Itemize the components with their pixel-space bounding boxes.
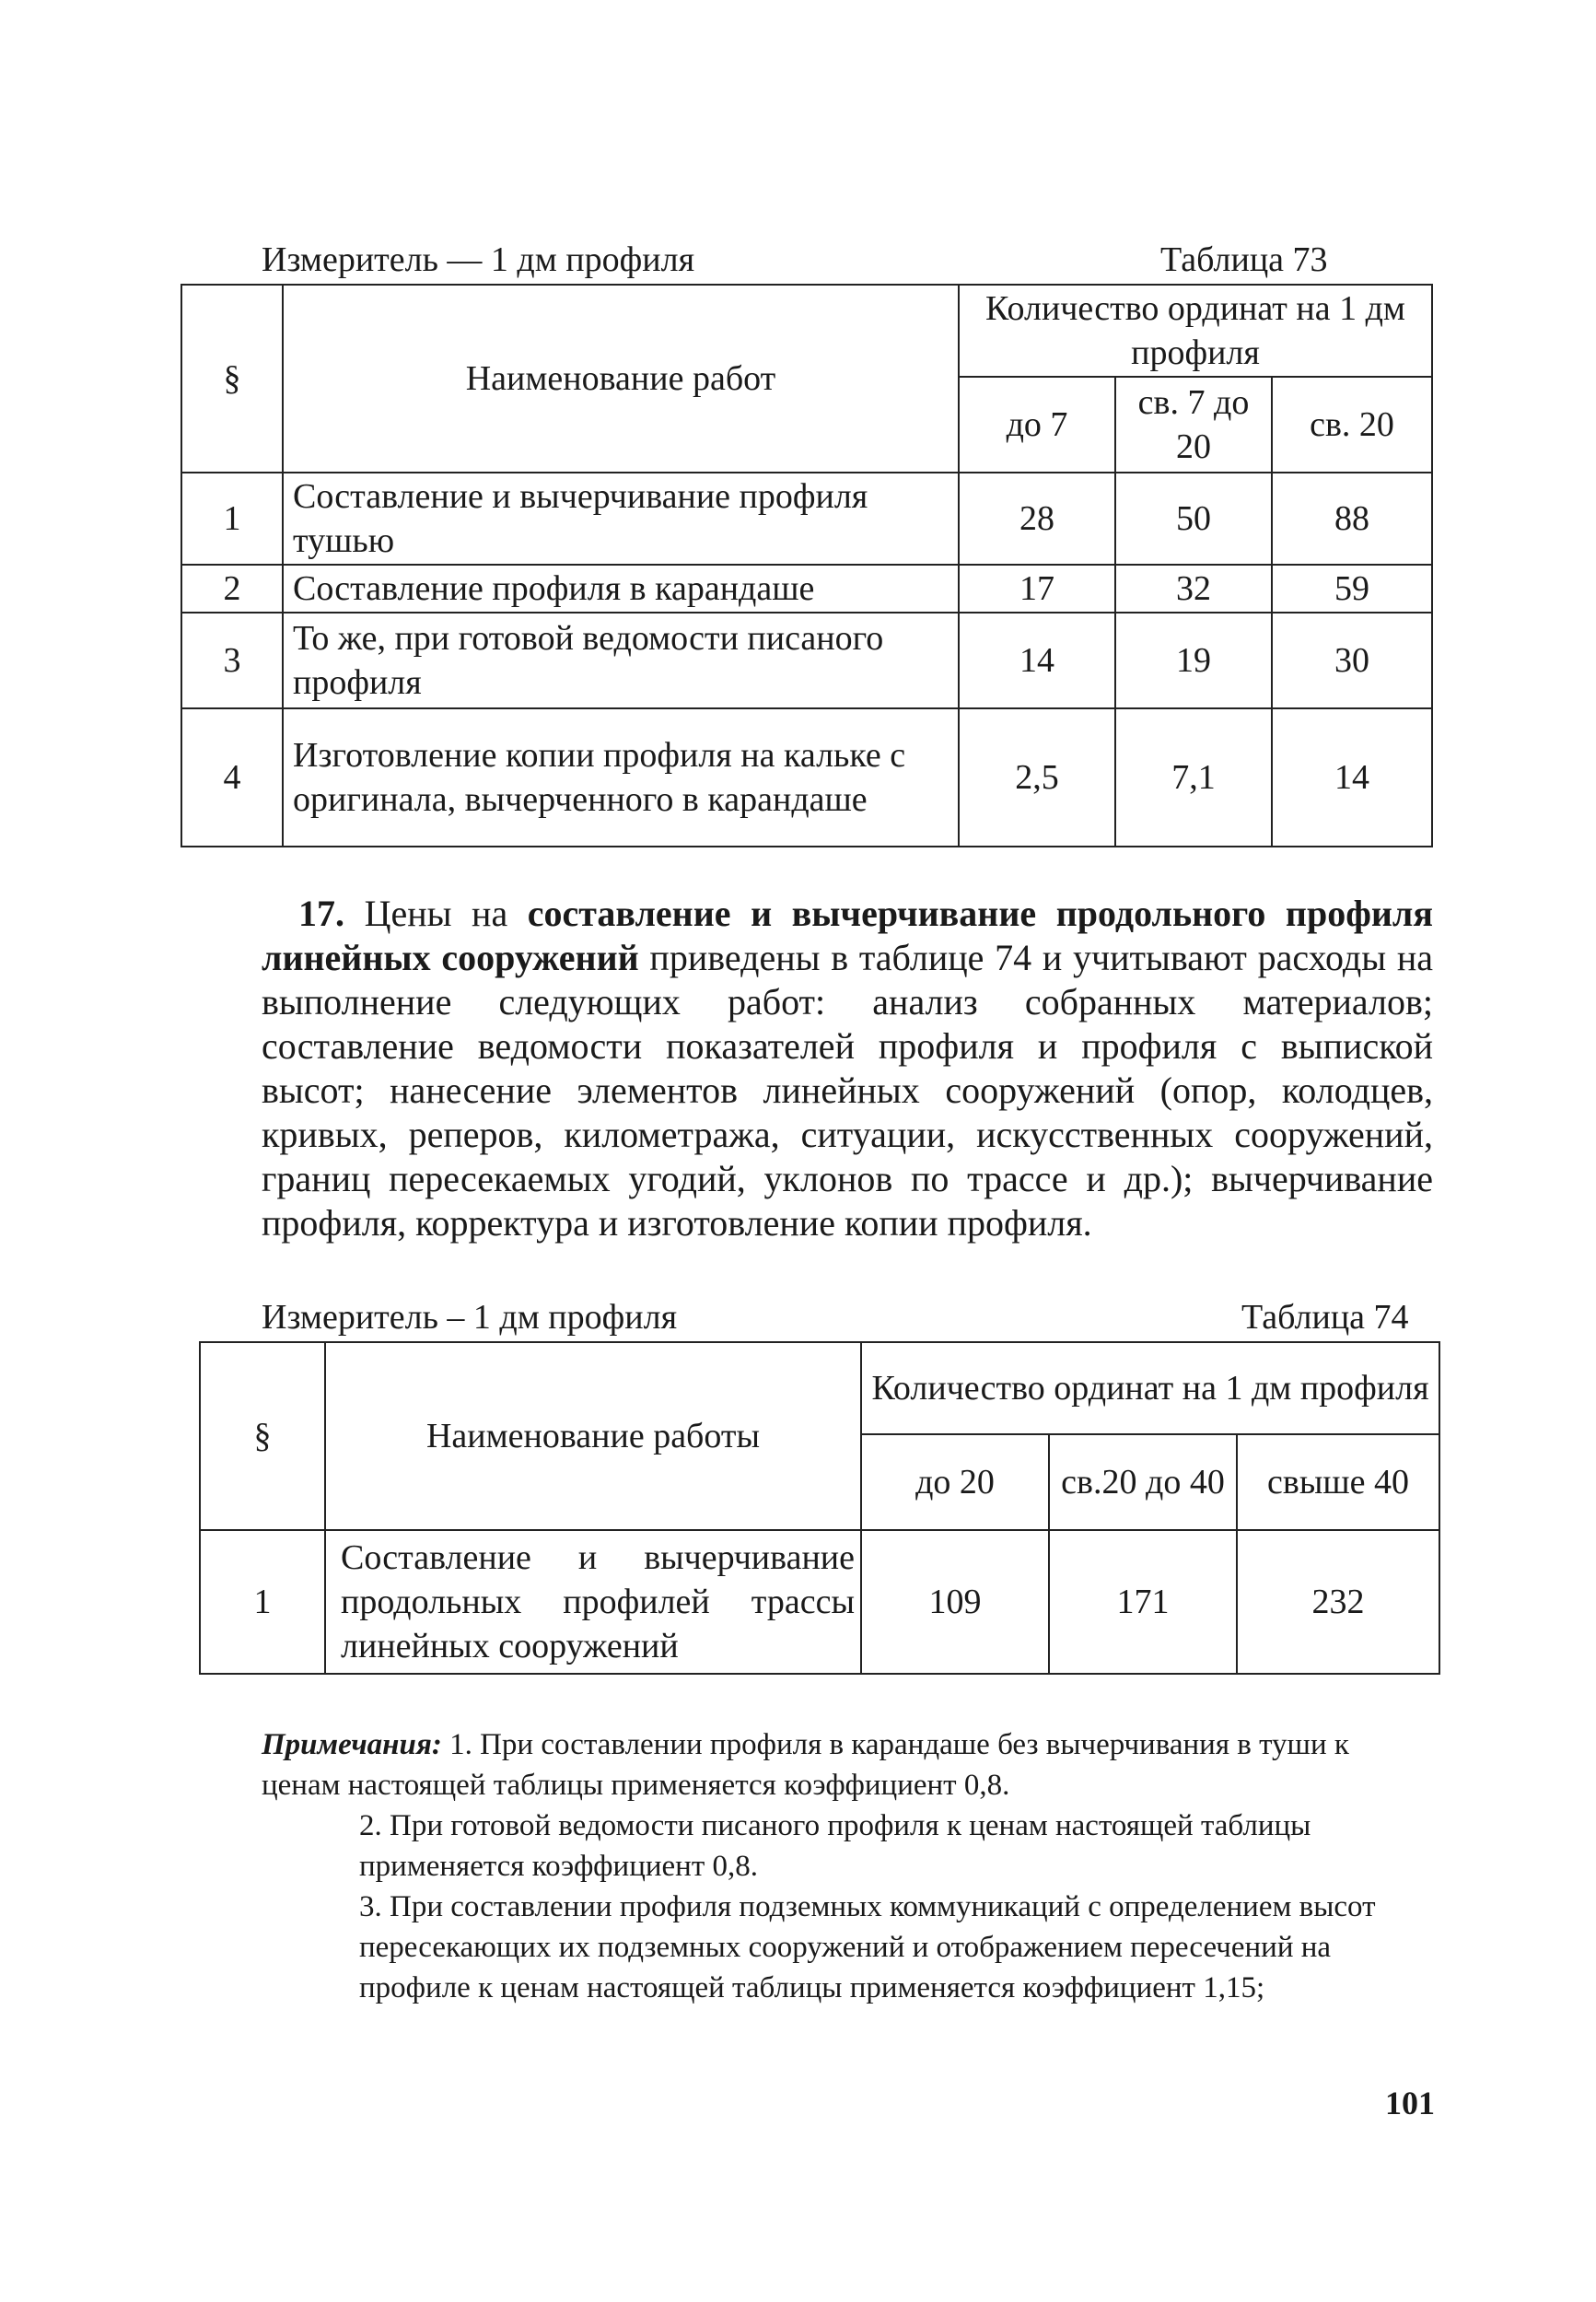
table-73 [181, 284, 1433, 847]
row-value: 2,5 [959, 708, 1115, 847]
table-73-header-col: до 7 [959, 377, 1115, 473]
table-row [181, 613, 1432, 708]
table-row [200, 1530, 1439, 1674]
row-number: 1 [200, 1530, 325, 1674]
table-73-header-col: св. 20 [1272, 377, 1432, 473]
table-74-header-col: св.20 до 40 [1049, 1434, 1237, 1530]
row-value: 171 [1049, 1530, 1237, 1674]
paragraph-number: 17. [298, 893, 344, 934]
row-value: 28 [959, 473, 1115, 565]
row-value: 59 [1272, 565, 1432, 613]
row-name: То же, при готовой ведомости писаного профиля [283, 613, 959, 708]
row-value: 19 [1115, 613, 1272, 708]
table-73-header-group: Количество ординат на 1 дм профиля [959, 285, 1432, 377]
row-value: 14 [959, 613, 1115, 708]
row-name: Составление и вычерчивание профиля тушью [283, 473, 959, 565]
row-value: 32 [1115, 565, 1272, 613]
row-name: Составление и вычерчивание продольных профилей трассы линейных сооружений [325, 1530, 861, 1674]
table-row [181, 473, 1432, 565]
table-73-header-section: § [181, 285, 283, 473]
row-value: 14 [1272, 708, 1432, 847]
table-74-header-col: до 20 [861, 1434, 1049, 1530]
table-74-header-name: Наименование работы [325, 1342, 861, 1530]
table-74-label: Таблица 74 [1241, 1298, 1409, 1337]
page-number: 101 [1385, 2085, 1435, 2121]
row-value: 232 [1237, 1530, 1439, 1674]
row-value: 17 [959, 565, 1115, 613]
table-74-header-section: § [200, 1342, 325, 1530]
table-73-label: Таблица 73 [1160, 240, 1328, 279]
paragraph-bold-title: составление и вычерчивание продольного профиля линейных сооружений [262, 893, 1434, 978]
paragraph-lead: Цены на [364, 893, 508, 934]
table-row [181, 708, 1432, 847]
note-item: 1. При составлении профиля в карандаше без вычерчивания в туши к ценам настоящей таблицы применяется коэффициент 0,8. [262, 1728, 1349, 1802]
paragraph-body: приведены в таблице 74 и учитывают расходы на выполнение следующих работ: анализ собранных материалов; составление ведомости показателей профиля и профиля с выпиской высот; нанесение элементов линейных сооружений (опор, колодцев, кривых, реперов, километража, ситуации, искусственных сооружений, границ пересекаемых угодий, уклонов по трассе и др.); вычерчивание профиля, корректура и изготовление копии профиля. [262, 937, 1434, 1244]
paragraph-17 [262, 892, 1433, 1245]
table-row [181, 565, 1432, 613]
row-name: Составление профиля в карандаше [283, 565, 959, 613]
table-73-header-col: св. 7 до 20 [1115, 377, 1272, 473]
row-value: 7,1 [1115, 708, 1272, 847]
table-73-measure: Измеритель — 1 дм профиля [262, 240, 695, 279]
table-74 [199, 1341, 1440, 1675]
row-number: 2 [181, 565, 283, 613]
row-value: 88 [1272, 473, 1432, 565]
row-name: Изготовление копии профиля на кальке с оригинала, вычерченного в карандаше [283, 708, 959, 847]
note-item: 3. При составлении профиля подземных коммуникаций с определением высот пересекающих их подземных сооружений и отображением пересечений на профиле к ценам настоящей таблицы применяется коэффициент 1,15; [359, 1890, 1376, 2004]
note-item: 2. При готовой ведомости писаного профиля к ценам настоящей таблицы применяется коэффициент 0,8. [359, 1809, 1311, 1883]
row-value: 109 [861, 1530, 1049, 1674]
table-74-header-col: свыше 40 [1237, 1434, 1439, 1530]
notes: Примечания: 1. При составлении профиля в карандаше без вычерчивания в туши к ценам настоящей таблицы применяется коэффициент 0,8. 2. При готовой ведомости писаного профиля к ценам настоящей таблицы применяется коэффициент 0,8. 3. При составлении профиля подземных коммуникаций с определением высот пересекающих их подземных сооружений и отображением пересечений на профиле к ценам настоящей таблицы применяется коэффициент 1,15; [262, 1724, 1433, 2008]
table-73-header-name: Наименование работ [283, 285, 959, 473]
row-value: 30 [1272, 613, 1432, 708]
notes-title: Примечания [262, 1728, 432, 1761]
table-74-header-group: Количество ординат на 1 дм профиля [861, 1342, 1439, 1434]
row-value: 50 [1115, 473, 1272, 565]
row-number: 1 [181, 473, 283, 565]
row-number: 3 [181, 613, 283, 708]
table-74-measure: Измеритель – 1 дм профиля [262, 1298, 678, 1337]
row-number: 4 [181, 708, 283, 847]
